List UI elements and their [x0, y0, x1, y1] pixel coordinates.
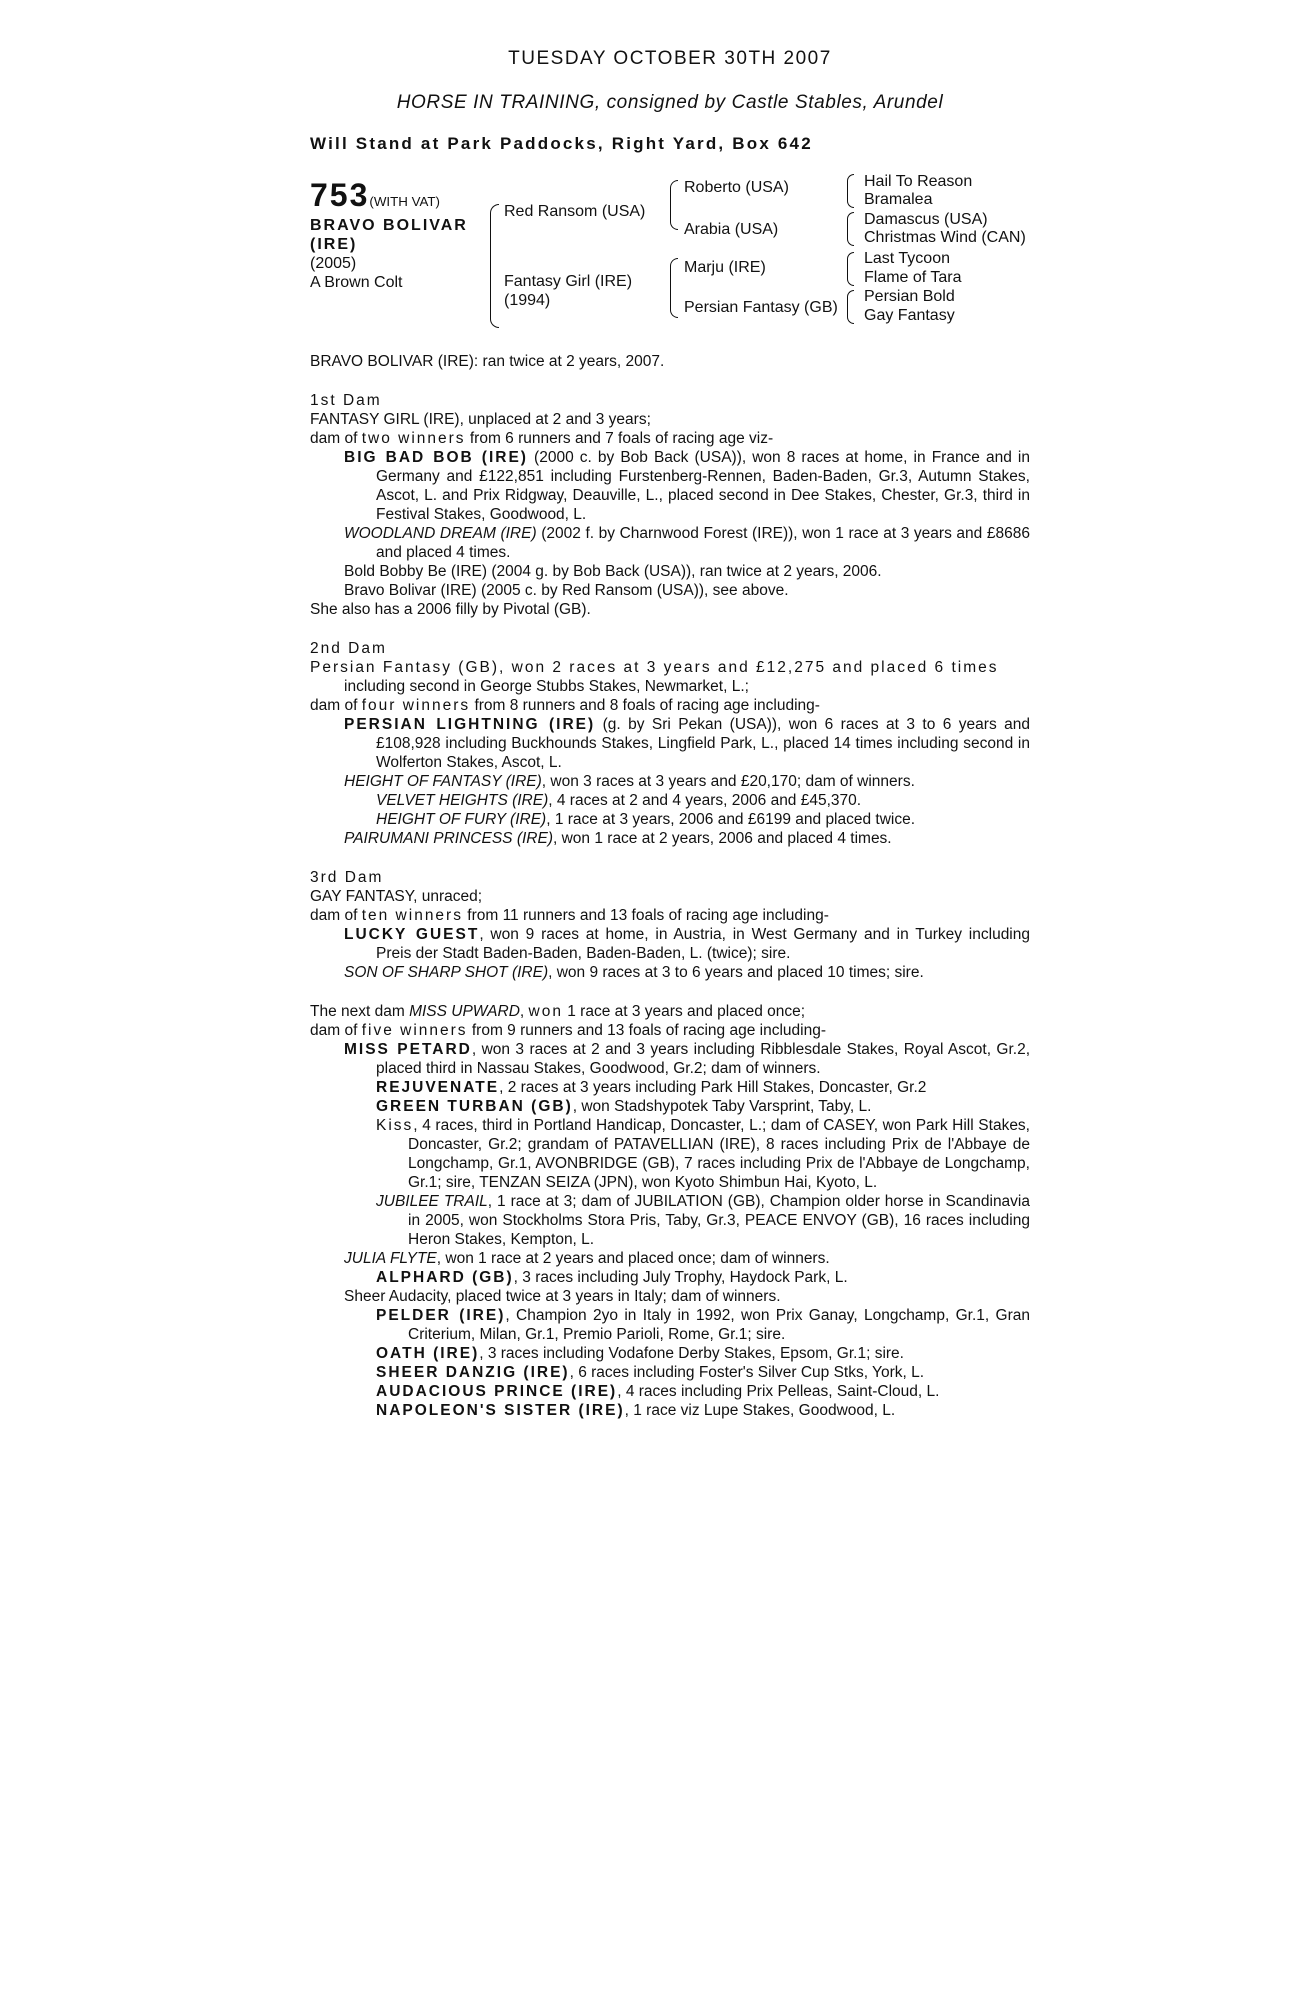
first-dam-line: FANTASY GIRL (IRE), unplaced at 2 and 3 years; [310, 411, 651, 428]
ped-dsd: Flame of Tara [864, 269, 962, 286]
brace-gen1 [490, 204, 499, 328]
next-dam-line: The next dam MISS UPWARD, won 1 race at 3 years and placed once; [310, 1003, 806, 1020]
foaling-year: (2005) [310, 255, 357, 272]
lot-number: 753 [310, 177, 370, 213]
second-dam-line: Persian Fantasy (GB), won 2 races at 3 years and £12,275 and placed 6 times [310, 659, 999, 676]
third-dam-section [310, 868, 1030, 982]
ped-dss: Last Tycoon [864, 250, 950, 267]
third-dam-entry-2: SON OF SHARP SHOT (IRE), won 9 races at 3 to 6 years and placed 10 times; sire. [344, 964, 924, 981]
ped-sire-sire: Roberto (USA) [684, 179, 789, 196]
ped-ddd: Gay Fantasy [864, 307, 955, 324]
next-dam-entry-3: GREEN TURBAN (GB), won Stadshypotek Taby Varsprint, Taby, L. [376, 1098, 872, 1115]
first-dam-heading: 1st Dam [310, 392, 382, 409]
third-dam-produce: dam of ten winners from 11 runners and 13 foals of racing age including- [310, 907, 829, 924]
ped-dam-year: (1994) [504, 292, 551, 309]
vat-note: (WITH VAT) [369, 194, 440, 209]
catalogue-notes [310, 352, 1030, 1420]
consignment-line: HORSE IN TRAINING, consigned by Castle Stables, Arundel [396, 92, 944, 113]
next-dam-entry-8: Sheer Audacity, placed twice at 3 years in Italy; dam of winners. [344, 1288, 781, 1305]
ped-sdd: Christmas Wind (CAN) [864, 229, 1026, 246]
ped-ssd: Bramalea [864, 191, 933, 208]
brace-dam [670, 258, 678, 318]
catalogue-page [310, 48, 1030, 1420]
next-dam-entry-5: JUBILEE TRAIL, 1 race at 3; dam of JUBILATION (GB), Champion older horse in Scandinavia in 2005, won Stockholms Stora Pris, Taby, Gr.3, PEACE ENVOY (GB), 16 races including Heron Stakes, Kempton, L. [376, 1193, 1030, 1248]
third-dam-entry-1: LUCKY GUEST, won 9 races at home, in Austria, in West Germany and in Turkey including Preis der Stadt Baden-Baden, Baden-Baden, L. (twice); sire. [344, 926, 1030, 962]
lot-number-row [310, 178, 440, 212]
next-dam-entry-6: JULIA FLYTE, won 1 race at 2 years and placed once; dam of winners. [344, 1250, 830, 1267]
horse-suffix: (IRE) [310, 236, 358, 253]
brace-ss [847, 174, 854, 208]
second-dam-section [310, 639, 1030, 848]
stand-location: Will Stand at Park Paddocks, Right Yard, Box 642 [310, 134, 813, 153]
second-dam-entry-2: HEIGHT OF FANTASY (IRE), won 3 races at 3 years and £20,170; dam of winners. [344, 773, 915, 790]
next-dam-entry-10: OATH (IRE), 3 races including Vodafone Derby Stakes, Epsom, Gr.1; sire. [376, 1345, 904, 1362]
next-dam-entry-7: ALPHARD (GB), 3 races including July Trophy, Haydock Park, L. [376, 1269, 848, 1286]
brace-sd [847, 212, 854, 246]
next-dam-entry-2: REJUVENATE, 2 races at 3 years including Park Hill Stakes, Doncaster, Gr.2 [376, 1079, 927, 1096]
ped-dam-dam: Persian Fantasy (GB) [684, 299, 838, 316]
second-dam-line-cont: including second in George Stubbs Stakes, Newmarket, L.; [344, 678, 749, 695]
first-dam-entry-2: WOODLAND DREAM (IRE) (2002 f. by Charnwood Forest (IRE)), won 1 race at 3 years and £8686 and placed 4 times. [344, 525, 1030, 561]
brace-ds [847, 252, 854, 286]
pedigree-table [310, 172, 1030, 342]
ped-sss: Hail To Reason [864, 173, 973, 190]
ped-sire: Red Ransom (USA) [504, 203, 646, 220]
next-dam-entry-9: PELDER (IRE), Champion 2yo in Italy in 1992, won Prix Ganay, Longchamp, Gr.1, Gran Criterium, Milan, Gr.1, Premio Parioli, Rome, Gr.1; sire. [376, 1307, 1030, 1343]
first-dam-note: She also has a 2006 filly by Pivotal (GB). [310, 601, 591, 618]
first-dam-produce: dam of two winners from 6 runners and 7 foals of racing age viz- [310, 430, 774, 447]
ped-sire-dam: Arabia (USA) [684, 221, 779, 238]
second-dam-entry-4: HEIGHT OF FURY (IRE), 1 race at 3 years, 2006 and £6199 and placed twice. [376, 811, 916, 828]
second-dam-heading: 2nd Dam [310, 640, 387, 657]
horse-name: BRAVO BOLIVAR [310, 217, 468, 234]
race-summary: BRAVO BOLIVAR (IRE): ran twice at 2 years, 2007. [310, 353, 665, 370]
next-dam-entry-13: NAPOLEON'S SISTER (IRE), 1 race viz Lupe Stakes, Goodwood, L. [376, 1402, 896, 1419]
first-dam-entry-4: Bravo Bolivar (IRE) (2005 c. by Red Ransom (USA)), see above. [344, 582, 789, 599]
ped-dam: Fantasy Girl (IRE) [504, 273, 633, 290]
third-dam-line: GAY FANTASY, unraced; [310, 888, 483, 905]
first-dam-entry-3: Bold Bobby Be (IRE) (2004 g. by Bob Back (USA)), ran twice at 2 years, 2006. [344, 563, 882, 580]
second-dam-produce: dam of four winners from 8 runners and 8 foals of racing age including- [310, 697, 820, 714]
next-dam-entry-4: Kiss, 4 races, third in Portland Handicap, Doncaster, L.; dam of CASEY, won Park Hill Stakes, Doncaster, Gr.2; grandam of PATAVELLIAN (IRE), 8 races including Prix de l'Abbaye de Longchamp, Gr.1, AVONBRIDGE (GB), 7 races including Prix de l'Abbaye de Longchamp, Gr.1; sire, TENZAN SEIZA (JPN), won Kyoto Shimbun Hai, Kyoto, L. [376, 1117, 1030, 1191]
second-dam-entry-5: PAIRUMANI PRINCESS (IRE), won 1 race at 2 years, 2006 and placed 4 times. [344, 830, 892, 847]
next-dam-entry-12: AUDACIOUS PRINCE (IRE), 4 races including Prix Pelleas, Saint-Cloud, L. [376, 1383, 940, 1400]
brace-dd [847, 290, 854, 324]
sale-date: TUESDAY OCTOBER 30TH 2007 [508, 48, 832, 69]
first-dam-entry-1: BIG BAD BOB (IRE) (2000 c. by Bob Back (USA)), won 8 races at home, in France and in Germany and £122,851 including Furstenberg-Rennen, Baden-Baden, Gr.3, Autumn Stakes, Ascot, L. and Prix Ridgway, Deauville, L., placed second in Dee Stakes, Chester, Gr.3, third in Festival Stakes, Goodwood, L. [344, 449, 1030, 523]
next-dam-produce: dam of five winners from 9 runners and 13 foals of racing age including- [310, 1022, 826, 1039]
next-dam-entry-11: SHEER DANZIG (IRE), 6 races including Foster's Silver Cup Stks, York, L. [376, 1364, 925, 1381]
second-dam-entry-3: VELVET HEIGHTS (IRE), 4 races at 2 and 4 years, 2006 and £45,370. [376, 792, 862, 809]
second-dam-entry-1: PERSIAN LIGHTNING (IRE) (g. by Sri Pekan (USA)), won 6 races at 3 to 6 years and £108,928 including Buckhounds Stakes, Lingfield Park, L., placed 14 times including second in Wolferton Stakes, Ascot, L. [344, 716, 1030, 771]
brace-sire [670, 180, 678, 230]
first-dam-section [310, 391, 1030, 619]
ped-dds: Persian Bold [864, 288, 955, 305]
next-dam-section [310, 1002, 1030, 1420]
ped-dam-sire: Marju (IRE) [684, 259, 766, 276]
ped-sds: Damascus (USA) [864, 211, 988, 228]
third-dam-heading: 3rd Dam [310, 869, 384, 886]
horse-description: A Brown Colt [310, 274, 403, 291]
next-dam-entry-1: MISS PETARD, won 3 races at 2 and 3 years including Ribblesdale Stakes, Royal Ascot, Gr.2, placed third in Nassau Stakes, Goodwood, Gr.2; dam of winners. [344, 1041, 1030, 1077]
